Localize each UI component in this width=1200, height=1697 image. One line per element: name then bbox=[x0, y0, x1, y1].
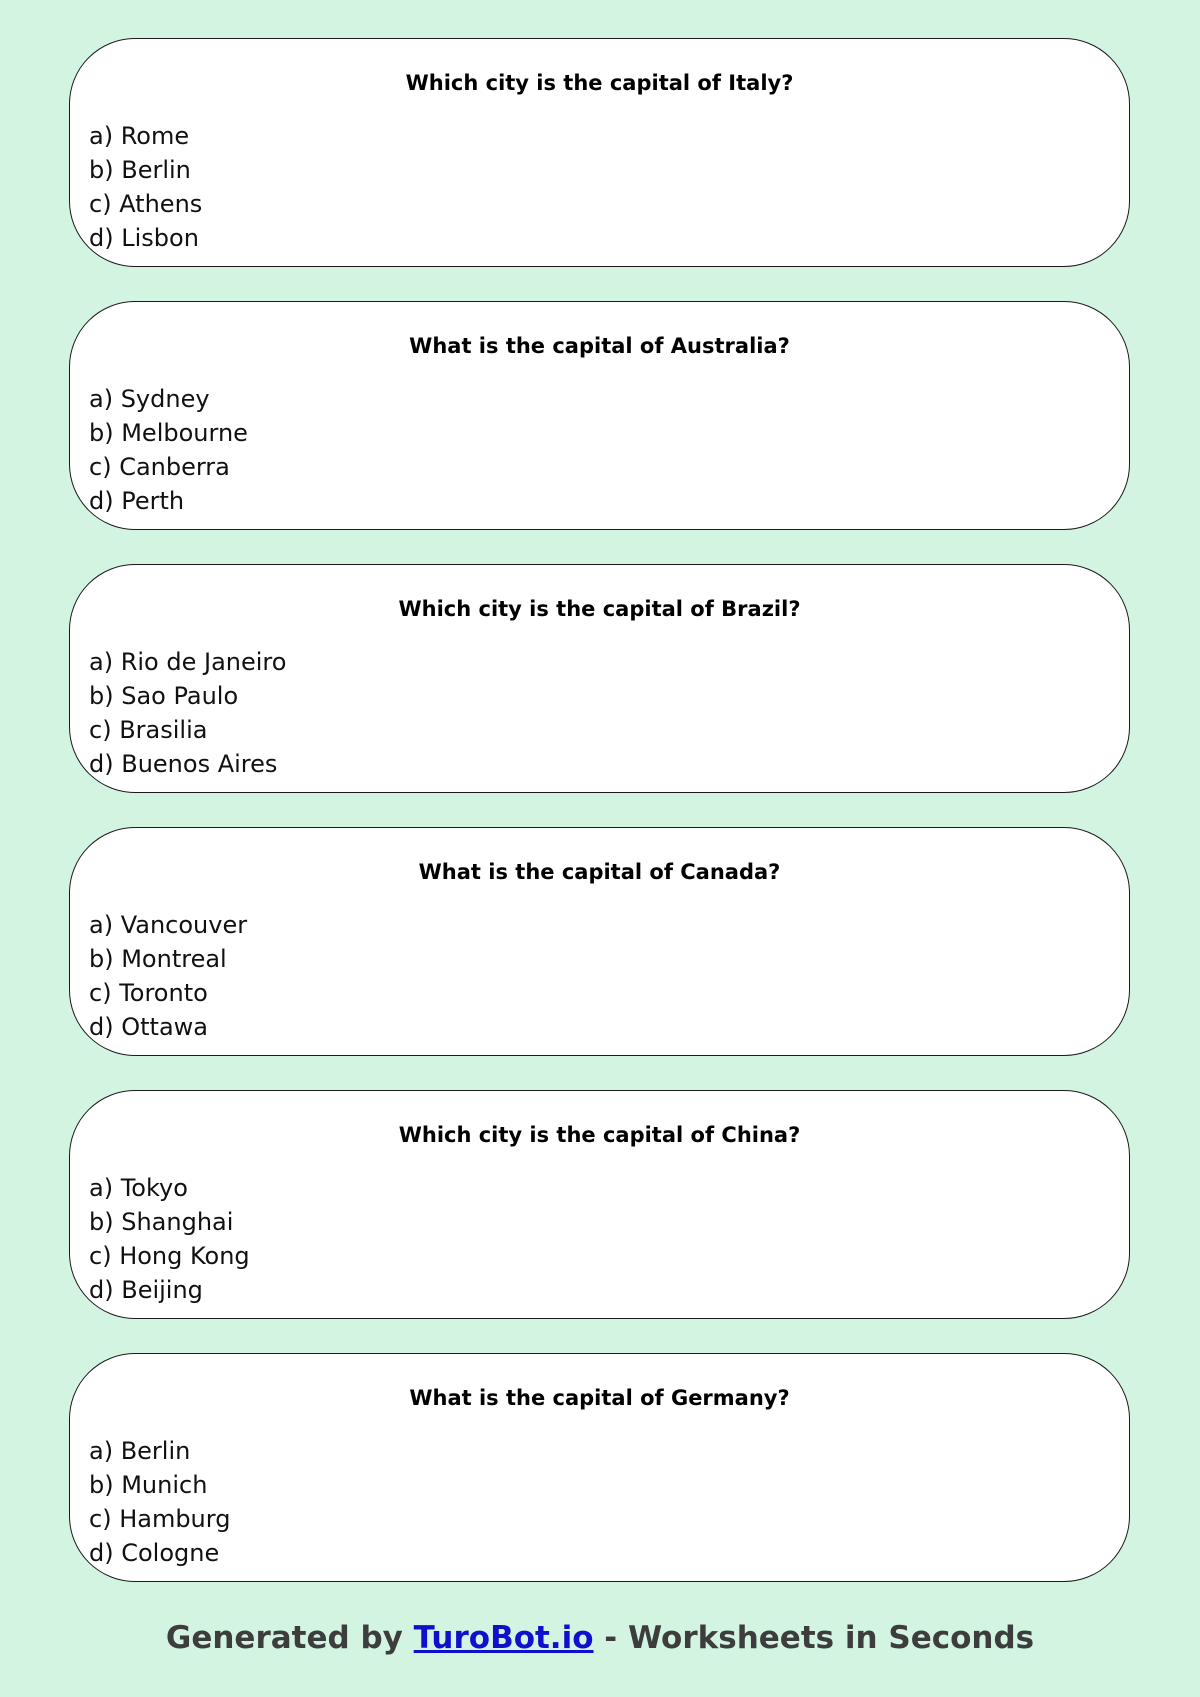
option-b: b) Shanghai bbox=[89, 1208, 234, 1236]
footer-suffix: - Worksheets in Seconds bbox=[593, 1620, 1035, 1656]
question-card bbox=[69, 301, 1130, 530]
question-card bbox=[69, 1353, 1130, 1582]
option-a: a) Berlin bbox=[89, 1437, 191, 1465]
option-b: b) Berlin bbox=[89, 156, 191, 184]
options-list bbox=[89, 908, 247, 1044]
options-list bbox=[89, 1171, 250, 1307]
option-d: d) Perth bbox=[89, 487, 185, 515]
option-d: d) Buenos Aires bbox=[89, 750, 278, 778]
options-list bbox=[89, 1434, 230, 1570]
question-card bbox=[69, 1090, 1130, 1319]
option-b: b) Melbourne bbox=[89, 419, 248, 447]
option-d: d) Ottawa bbox=[89, 1013, 208, 1041]
question-card bbox=[69, 38, 1130, 267]
option-d: d) Lisbon bbox=[89, 224, 199, 252]
option-c: c) Brasilia bbox=[89, 716, 208, 744]
option-a: a) Sydney bbox=[89, 385, 210, 413]
options-list bbox=[89, 645, 286, 781]
option-c: c) Toronto bbox=[89, 979, 208, 1007]
option-b: b) Montreal bbox=[89, 945, 227, 973]
option-d: d) Cologne bbox=[89, 1539, 220, 1567]
option-c: c) Canberra bbox=[89, 453, 230, 481]
question-text: What is the capital of Germany? bbox=[409, 1386, 790, 1410]
question-text: Which city is the capital of China? bbox=[398, 1123, 801, 1147]
footer-prefix: Generated by bbox=[165, 1620, 414, 1656]
option-d: d) Beijing bbox=[89, 1276, 203, 1304]
option-b: b) Munich bbox=[89, 1471, 208, 1499]
turobot-link[interactable]: TuroBot.io bbox=[413, 1620, 594, 1656]
options-list bbox=[89, 119, 202, 255]
options-list bbox=[89, 382, 248, 518]
option-a: a) Vancouver bbox=[89, 911, 248, 939]
option-b: b) Sao Paulo bbox=[89, 682, 239, 710]
question-card bbox=[69, 827, 1130, 1056]
option-c: c) Athens bbox=[89, 190, 203, 218]
question-text: Which city is the capital of Italy? bbox=[405, 71, 794, 95]
question-card bbox=[69, 564, 1130, 793]
option-a: a) Tokyo bbox=[89, 1174, 188, 1202]
footer-credit bbox=[0, 1618, 1200, 1658]
option-a: a) Rio de Janeiro bbox=[89, 648, 287, 676]
question-text: Which city is the capital of Brazil? bbox=[398, 597, 801, 621]
question-text: What is the capital of Canada? bbox=[418, 860, 781, 884]
question-text: What is the capital of Australia? bbox=[409, 334, 790, 358]
option-c: c) Hamburg bbox=[89, 1505, 231, 1533]
option-a: a) Rome bbox=[89, 122, 190, 150]
option-c: c) Hong Kong bbox=[89, 1242, 250, 1270]
